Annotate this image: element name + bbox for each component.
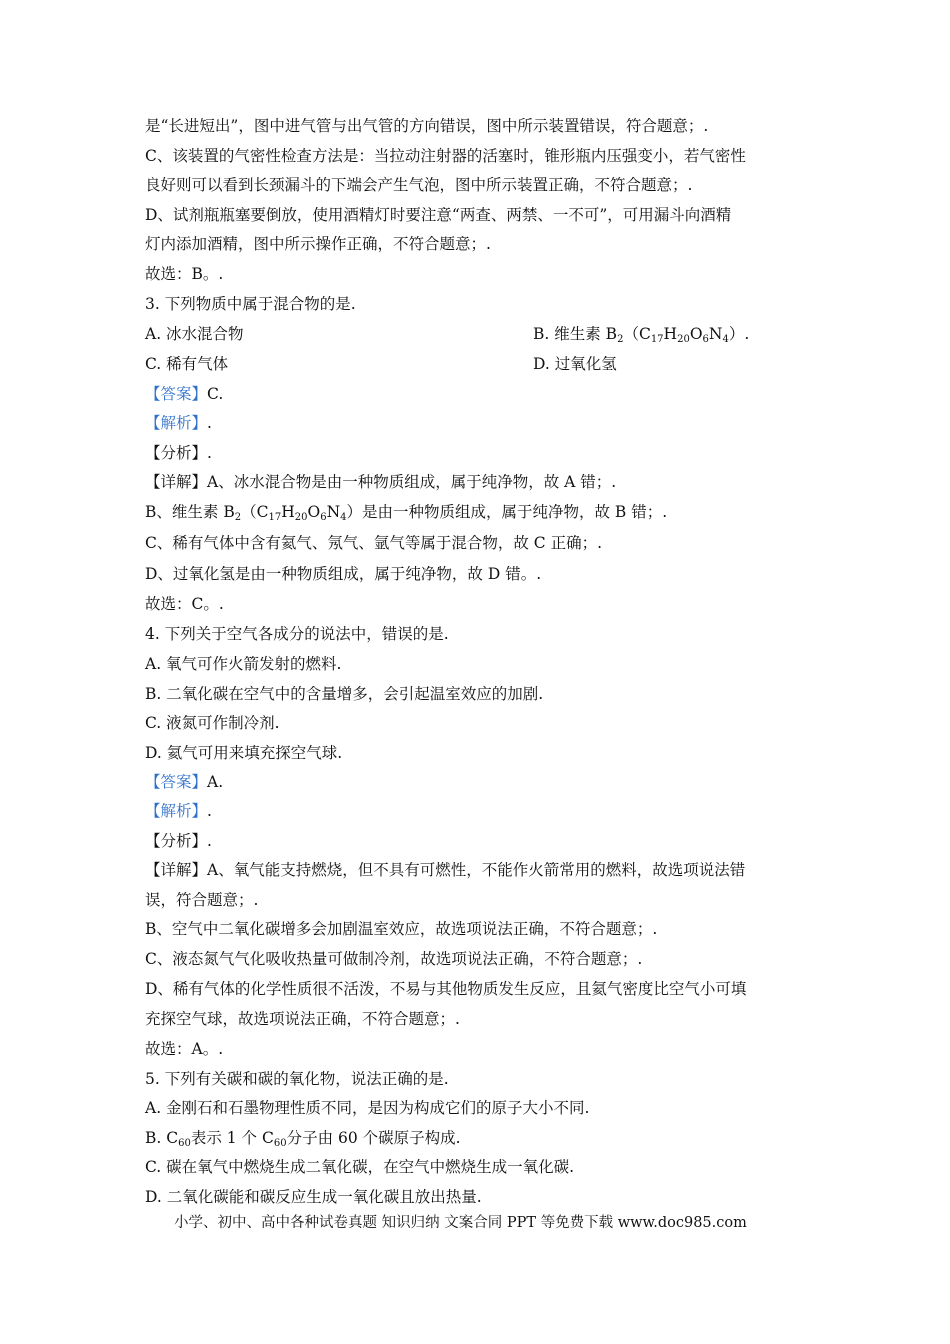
detail-line: D、过氧化氢是由一种物质组成，属于纯净物，故 D 错。. — [145, 565, 542, 583]
detail-line: 充探空气球，故选项说法正确，不符合题意；. — [145, 1010, 460, 1028]
question-stem: 4. 下列关于空气各成分的说法中，错误的是. — [145, 625, 449, 643]
text-line: 良好则可以看到长颈漏斗的下端会产生气泡，图中所示装置正确，不符合题意；. — [145, 176, 693, 194]
fenxi-line: 【分析】. — [145, 832, 212, 850]
fenxi-line: 【分析】. — [145, 444, 212, 462]
option-b: B. 维生素 $B_2(C_{17}H_{20}O_6N_4)$. — [533, 325, 750, 345]
text-line: C、该装置的气密性检查方法是：当拉动注射器的活塞时，锥形瓶内压强变小，若气密性 — [145, 147, 746, 165]
analysis-tag: 【解析】 — [145, 802, 208, 820]
choose-line: 故选：C。. — [145, 595, 224, 613]
option-c: C. 稀有气体 — [145, 355, 229, 373]
analysis-line: 【解析】. — [145, 414, 212, 432]
option-d: D. 过氧化氢 — [533, 355, 617, 373]
detail-line: 误，符合题意；. — [145, 891, 259, 909]
answer-line: 【答案】A. — [145, 773, 224, 791]
option-d: D. 氦气可用来填充探空气球. — [145, 744, 343, 762]
option-a: A. 冰水混合物 — [145, 325, 244, 343]
text-line: 灯内添加酒精，图中所示操作正确，不符合题意；. — [145, 235, 491, 253]
detail-line: 【详解】A、氧气能支持燃烧，但不具有可燃性，不能作火箭常用的燃料，故选项说法错 — [145, 861, 746, 879]
analysis-line: 【解析】. — [145, 802, 212, 820]
detail-line: C、液态氮气气化吸收热量可做制冷剂，故选项说法正确，不符合题意；. — [145, 950, 643, 968]
option-c: C. 液氮可作制冷剂. — [145, 714, 280, 732]
option-c: C. 碳在氧气中燃烧生成二氧化碳，在空气中燃烧生成一氧化碳. — [145, 1158, 575, 1176]
option-b: B. $C_{60}$表示 1 个 $C_{60}$分子由 60 个碳原子构成. — [145, 1129, 461, 1149]
text-line: D、试剂瓶瓶塞要倒放，使用酒精灯时要注意“两查、两禁、一不可”，可用漏斗向酒精 — [145, 206, 732, 224]
detail-line: B、维生素 $B_2(C_{17}H_{20}O_6N_4)$是由一种物质组成，属于纯净物，故 B 错；. — [145, 503, 668, 523]
answer-tag: 【答案】 — [145, 385, 208, 403]
detail-line: B、空气中二氧化碳增多会加剧温室效应，故选项说法正确，不符合题意；. — [145, 920, 658, 938]
analysis-tag: 【解析】 — [145, 414, 208, 432]
answer-tag: 【答案】 — [145, 773, 208, 791]
text-line: 是“长进短出”，图中进气管与出气管的方向错误，图中所示装置错误，符合题意；. — [145, 117, 709, 135]
option-b: B. 二氧化碳在空气中的含量增多，会引起温室效应的加剧. — [145, 685, 544, 703]
detail-line: C、稀有气体中含有氦气、氖气、氩气等属于混合物，故 C 正确；. — [145, 534, 603, 552]
detail-line: D、稀有气体的化学性质很不活泼，不易与其他物质发生反应，且氦气密度比空气小可填 — [145, 980, 747, 998]
option-a: A. 金刚石和石墨物理性质不同，是因为构成它们的原子大小不同. — [145, 1099, 590, 1117]
footer-banner: 小学、初中、高中各种试卷真题 知识归纳 文案合同 PPT 等免费下载 www.doc985.com — [174, 1215, 747, 1231]
question-stem: 5. 下列有关碳和碳的氧化物，说法正确的是. — [145, 1070, 449, 1088]
option-d: D. 二氧化碳能和碳反应生成一氧化碳且放出热量. — [145, 1188, 482, 1206]
question-stem: 3. 下列物质中属于混合物的是. — [145, 295, 356, 313]
option-a: A. 氧气可作火箭发射的燃料. — [145, 655, 342, 673]
answer-line: 【答案】C. — [145, 385, 224, 403]
detail-line: 【详解】A、冰水混合物是由一种物质组成，属于纯净物，故 A 错；. — [145, 473, 617, 491]
choose-line: 故选：A。. — [145, 1040, 224, 1058]
text-line: 故选：B。. — [145, 265, 224, 283]
